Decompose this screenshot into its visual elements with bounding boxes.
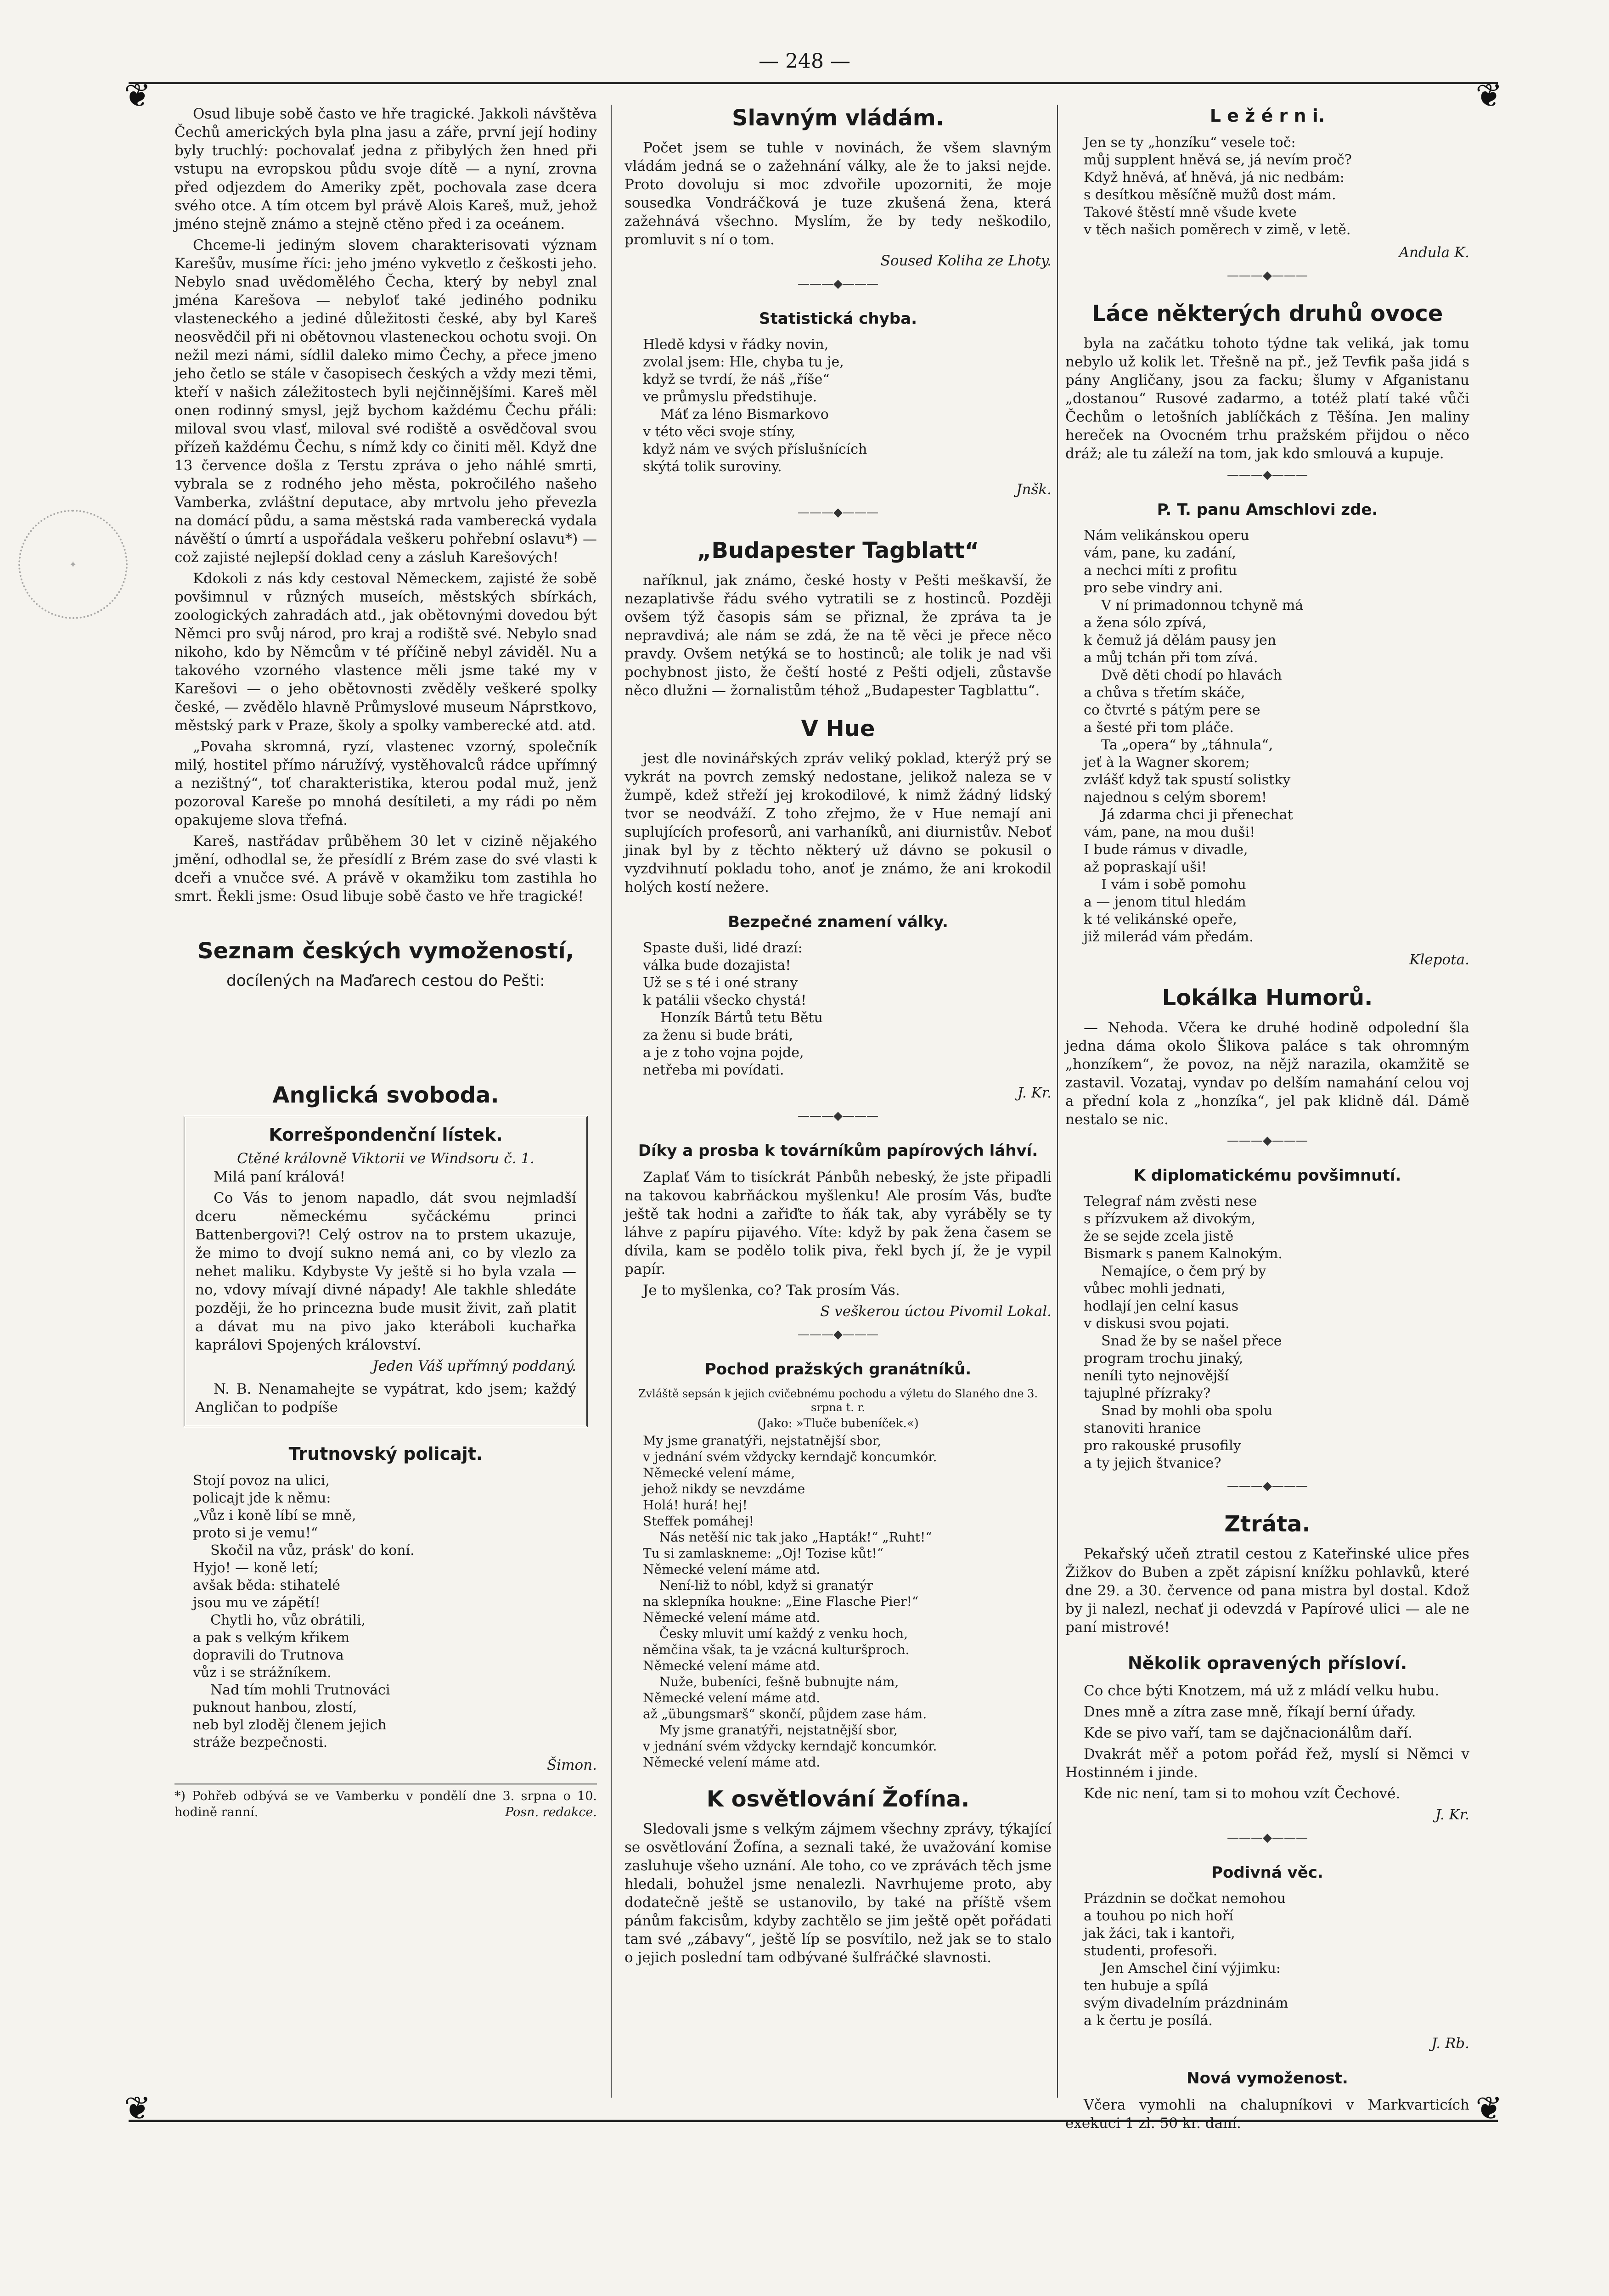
lez-poem: Jen se ty „honzíku“ vesele toč: můj supplent hněvá se, já nevím proč? Když hněvá, ať hněvá, já nic nedbám: s desítkou měsíčně mužů dost mám. Takové štěstí mně všude kvete v těch našich poměrech v zimě, v letě. [1084, 135, 1352, 238]
column-rule [1057, 105, 1058, 2098]
stat-signature: Jnšk. [1016, 481, 1052, 498]
trutnov-title: Trutnovský policajt. [288, 1444, 483, 1464]
postcard-title: Korrešpondenční lístek. [269, 1125, 503, 1145]
column-rule [611, 105, 612, 2098]
trutnov-signature: Šimon. [546, 1757, 597, 1773]
podivna-title: Podivná věc. [1211, 1863, 1323, 1882]
seznam-subtitle: docílených na Maďarech cestou do Pešti: [226, 972, 545, 990]
article-paragraph: Osud libuje sobě často ve hře tragické. Jakkoli návštěva Čechů amerických byla plna jasu a záře, první její hodiny byly truchlý: pochovalať jedna z přibylých žen hned při vstupu na evropskou půdu svoje dítě — a nyní, zrovna před odjezdem do Ameriky zpět, pochovala zase dcera svého otce. A tím otcem byl právě Alois Kareš, muž, jehož jméno stejně známo a stejně ctěno před i za oceánem. [174, 106, 597, 232]
anglicka-title: Anglická svoboda. [272, 1082, 499, 1108]
bezpecne-signature: J. Kr. [1017, 1085, 1052, 1101]
diky-question: Je to myšlenka, co? Tak prosím Vás. [643, 1282, 900, 1299]
divider: ———◆——— [1227, 468, 1308, 482]
divider: ———◆——— [798, 1109, 878, 1123]
corner-ornament-icon: ❦ [124, 77, 151, 114]
nova-body: Včera vymohli na chalupníkovi v Markvarticích exekuci 1 zl. 50 kr. daní. [1065, 2097, 1469, 2132]
footnote-text: *) Pohřeb odbývá se ve Vamberku v pondělí dne 3. srpna o 10. hodině ranní. [174, 1789, 597, 1819]
budapester-body: naříknul, jak známo, české hosty v Pešti meškavší, že nezaplativše řádu svého vytratili se z hostinců. Později ovšem týž časopis sám se přiznal, že zpráva ta je nepravdivá; ale nám se zdá, že na tě věci je přece něco pravdy. Ovšem netýká se to hostinců; ale tolik je nad vši pochybnost jisto, že čeští hosté z Pešti odjeli, zůstavše něco dlužni — žornalistům téhož „Budapester Tagblattu“. [624, 572, 1052, 699]
pt-poem: Nám velikánskou operu vám, pane, ku zadání, a nechci míti z profitu pro sebe vindry ani. V ní primadonnou tchyně má a žena sólo zpívá, k čemuž já dělám pausy jen a můj tchán při tom zívá. Dvě děti chodí po hlavách a chůva s třetím skáče, co čtvrté s pátým pere se a šesté při tom pláče. Ta „opera“ by „táhnula“, jeť à la Wagner skorem; zvlášť když tak spustí solistky najednou s celým sborem! Já zdarma chci ji přenechat vám, pane, na mou duši! I bude rámus v divadle, až popraskají uši! I vám i sobě pomohu a — jenom titul hledám k té velikánské opeře, již milerád vám předám. [1084, 528, 1304, 945]
dipl-title: K diplomatickému povšimnutí. [1133, 1166, 1401, 1185]
pochod-poem: My jsme granatýři, nejstatnější sbor, v jednání svém vždycky kerndajč koncumkór. Německé velení máme, jehož nikdy se nevzdáme Holá! hurá! hej! Steffek pomáhej! Nás netěší nic tak jako „Hapták!“ „Ruht!“ Tu si zamlaskneme: „Oj! Tozise kůt!“ Německé velení máme atd. Není-liž to nóbl, když si granatýr na sklepníka houkne: „Eine Flasche Pier!“ Německé velení máme atd. Česky mluvit umí každý z venku hoch, němčina však, ta je vzácná kulturšproch. Německé velení máme atd. Nuže, bubeníci, fešně bubnujte nám, Německé velení máme atd. až „übungsmarš“ skončí, půjdem zase hám. My jsme granatýři, nejstatnější sbor, v jednání svém vždycky kerndajč koncumkór. Německé velení máme atd. [643, 1433, 937, 1770]
stat-title: Statistická chyba. [759, 310, 917, 328]
column-1 [174, 105, 597, 2098]
bezpecne-title: Bezpečné znamení války. [728, 913, 948, 931]
nova-title: Nová vymoženost. [1187, 2069, 1348, 2088]
podivna-poem: Prázdnin se dočkat nemohou a touhou po nich hoří jak žáci, tak i kantoři, studenti, profesoři. Jen Amschel činí výjimku: ten hubuje a spílá svým divadelním prázdninám a k čertu je posílá. [1084, 1891, 1288, 2029]
corner-ornament-icon: ❦ [1475, 77, 1502, 114]
stat-poem: Hledě kdysi v řádky novin, zvolal jsem: Hle, chyba tu je, když se tvrdí, že náš „říše“ ve průmyslu předstihuje. Máť za léno Bismarkovo v této věci svoje stíny, když nám ve svých příslušnících skýtá tolik suroviny. [643, 337, 867, 475]
divider: ———◆——— [798, 1328, 878, 1341]
divider: ———◆——— [798, 277, 878, 291]
postcard-nb: N. B. Nenamahejte se vypátrat, kdo jsem; každý Angličan to podpíše [195, 1381, 576, 1416]
ztrata-body: Pekařský učeň ztratil cestou z Kateřinské ulice přes Žižkov do Buben a zpět zápisní knížku pohlavků, které dne 29. a 30. července od pana mistra byl dostal. Kdož by ji nalezl, nechať ji odevzdá v Papírové ulici — ale ne paní mistrové! [1065, 1546, 1469, 1636]
footnote [174, 1784, 597, 1820]
footnote-signature: Posn. redakce. [505, 1805, 597, 1819]
proverb: Kde se pivo vaří, tam se dajčnacionálům daří. [1084, 1725, 1413, 1741]
slavnym-signature: Soused Koliha ze Lhoty. [880, 253, 1052, 269]
pochod-subtitle: Zvláště sepsán k jejich cvičebnému pochodu a výletu do Slaného dne 3. srpna t. r. [638, 1387, 1038, 1414]
proverb: Kde nic není, tam si to mohou vzít Čechové. [1084, 1785, 1401, 1802]
divider: ———◆——— [1227, 269, 1308, 282]
lez-signature: Andula K. [1399, 244, 1469, 261]
pochod-tune: (Jako: »Tluče bubeníček.«) [757, 1417, 919, 1430]
diky-signature: S veškerou úctou Pivomil Lokal. [820, 1303, 1052, 1320]
zofin-body: Sledovali jsme s velkým zájmem všechny zprávy, týkající se osvětlování Žofína, a seznali také, že uvažování komise zasluhuje všeho uznání. Ale toho, co ve zprávách těch jsme hledali, bohužel jsme nenalezli. Navrhujeme proto, aby dodatečně ještě se ustanovilo, by také na příště všem pánům fakcisům, kdyby zachtělo se jim ještě opět pořádati tam své „zábavy“, ještě líp se posvítilo, než jak se to stalo o jejich poslední tam odbývané šulfráčké slavnosti. [624, 1821, 1052, 1966]
postcard-greeting: Milá paní králová! [214, 1169, 346, 1185]
corner-ornament-icon: ❦ [1475, 2089, 1502, 2127]
vhue-title: V Hue [801, 716, 875, 742]
postcard-address: Ctěné královně Viktorii ve Windsoru č. 1. [237, 1150, 534, 1167]
divider: ———◆——— [1227, 1831, 1308, 1845]
lez-title: L e ž é r n i. [1210, 106, 1325, 126]
bezpecne-poem: Spaste duši, lidé drazí: válka bude dozajista! Už se s té i oné strany k patálii všecko chystá! Honzík Bártů tetu Bětu za ženu si bude bráti, a je z toho vojna pojde, netřeba mi povídati. [643, 940, 823, 1078]
lokalka-title: Lokálka Humorů. [1162, 985, 1373, 1011]
article-paragraph: Chceme-li jediným slovem charakterisovati význam Karešův, musíme říci: jeho jméno vykvetlo z češkosti jeho. Nebylo snad uvědomělého Čecha, který by nebyl znal jména Karešova — nebyloť také jediného podniku vlasteneckého a jediné důležitosti české, aby byl Kareš neosvědčil při ni obětovnou vlasteneckou ochotu svoji. On nežil mezi námi, sídlil daleko mimo Čechy, a přece jmeno jeho četlo se stále v časopisech českých a vždy mezi těmi, kteří v našich záležitostech byli nejčinnějšími. Kareš měl onen rodinný smysl, jejž bychom každému Čechu přáli: miloval svou vlasť, miloval své rodiště a osvědčoval svou přízeň každému Čechu, s nímž kdy co činiti měl. Když dne 13 července došla z Terstu zpráva o jeho náhlé smrti, vybrala se z rodného jeho města, pokročilého našeho Vamberka, zvláštní deputace, aby mrtvolu jeho převezla na domácí půdu, a sama městská rada vamberecká vydala návěští o úmrtí a uspořádala veškeru pohřební oslavu*) — což zajisté nejlepší doklad ceny a zásluh Karešových! [174, 237, 597, 566]
proverb: Co chce býti Knotzem, má už z mládí velku hubu. [1084, 1683, 1440, 1699]
postcard-signature: Jeden Váš upřímný poddaný. [372, 1358, 576, 1374]
proverb: Dnes mně a zítra zase mně, říkají berní úřady. [1084, 1704, 1416, 1720]
column-2 [624, 105, 1052, 2098]
vhue-body: jest dle novinářských zpráv veliký poklad, kterýž prý se vykrát na povrch zemský nedostane, jelikož naleza se v žumpě, kdež střeží jej krokodilové, k nimž žádný lidský tvor se neodváží. Z toho zřejmo, že v Hue nemají ani suplujících profesorů, ani varhaníků, ani diurnistův. Neboť jinak byl by z těchto některý už dávno se pokusil o vyzdvihnutí pokladu toho, anoť je známo, že ani krokodil holých kostí nežere. [624, 750, 1052, 895]
zofin-title: K osvětlování Žofína. [706, 1786, 970, 1812]
ztrata-title: Ztráta. [1224, 1511, 1311, 1537]
library-stamp: ✦ [18, 510, 128, 619]
dipl-poem: Telegraf nám zvěsti nese s přízvukem až divokým, že se sejde zcela jistě Bismark s panem Kalnokým. Nemajíce, o čem prý by vůbec mohli jednati, hodlají jen celní kasus v diskusi svou pojati. Snad že by se našel přece program trochu jinaký, neníli tyto nejnovější tajuplné přízraky? Snad by mohli oba spolu stanoviti hranice pro rakouské prusofily a ty jejich štvanice? [1084, 1193, 1283, 1471]
divider: ———◆——— [1227, 1134, 1308, 1148]
postcard-box [184, 1116, 588, 1427]
lace-title: Láce některých druhů ovoce [1091, 301, 1443, 326]
divider: ———◆——— [1227, 1479, 1308, 1493]
pochod-title: Pochod pražských granátníků. [704, 1360, 972, 1379]
proverb: Dvakrát měř a potom pořád řež, myslí si Němci v Hostinném i jinde. [1065, 1746, 1469, 1781]
corner-ornament-icon: ❦ [124, 2089, 151, 2127]
slavnym-title: Slavným vládám. [731, 105, 945, 131]
lokalka-body: — Nehoda. Včera ke druhé hodině odpolední šla jedna dáma okolo Šlikova paláce s tak ohromným „honzíkem“, že povoz, na nějž narazila, okamžitě se zastavil. Vozataj, vyndav po delším namahání celou voj a přední kola z „honzíka“, jel pak klidně dál. Dámě nestalo se nic. [1065, 1019, 1469, 1128]
article-paragraph: „Povaha skromná, ryzí, vlastenec vzorný, společník milý, hostitel přímo náružívý, vystěhovalců rádce upřímný a nezištný“, toť charakteristika, kterou podal muž, jenž pozoroval Kareše po mnohá desítileti, a my rádi po něm opakujeme slova třefná. [174, 738, 597, 828]
budapester-title: „Budapester Tagblatt“ [697, 538, 979, 563]
postcard-body: Co Vás to jenom napadlo, dát svou nejmladší dceru německému syčáckému princi Battenbergovi?! Celý ostrov na to prstem ukazuje, že mimo to dvojí sukno nemá ani, co by vlezlo za nehet maliku. Kdybyste Vy ještě si ho byla vzala — no, vdovy mívají divné nápady! Ale takhle shledáte později, že ho princezna bude musit živit, zaň platit a dávat mu na pivo jako kteráboli kuchařka kaprálovi Spojených království. [195, 1190, 576, 1353]
article-paragraph: Kareš, nastřádav průběhem 30 let v cizině nějakého jmění, odhodlal se, že přesídlí z Brém zase do své vlasti k dceři a vnučce své. A právě v okamžiku tom zastihla ho smrt. Řekli jsme: Osud libuje sobě často ve hře tragické! [174, 833, 597, 905]
trutnov-poem: Stojí povoz na ulici, policajt jde k němu: „Vůz i koně líbí se mně, proto si je vemu!“ Skočil na vůz, prásk' do koní. Hyjo! — koně letí; avšak běda: stihatelé jsou mu ve zápětí! Chytli ho, vůz obrátili, a pak s velkým křikem dopravili do Trutnova vůz i se strážníkem. Nad tím mohli Trutnováci puknout hanbou, zlostí, neb byl zloděj členem jejich stráže bezpečnosti. [193, 1473, 415, 1750]
slavnym-body: Počet jsem se tuhle v novinách, že všem slavným vládám jedná se o zažehnání války, ale že to jaksi nejde. Proto dovoluju si moc zdvořile upozorniti, že moje sousedka Vondráčková je tuze zkušená žena, která zažehnává všechno. Myslím, že by tedy neškodilo, promluvit s ní o tom. [624, 140, 1052, 248]
podivna-signature: J. Rb. [1431, 2035, 1469, 2052]
page-number: — 248 — [759, 50, 850, 73]
diky-body: Zaplať Vám to tisíckrát Pánbůh nebeský, že jste připadli na takovou kabrňáckou myšlenku! Ale prosím Vás, buďte ještě tak hodni a zařiďte to ňák tak, aby vyráběly se ty láhve z papíru pijavého. Víte: když by pak žena časem se dívila, kam se podělo tolik piva, řekl bych jí, že je vypil papír. [624, 1169, 1052, 1277]
nekolik-title: Několik opravených přísloví. [1127, 1653, 1407, 1673]
diky-title: Díky a prosba k továrníkům papírových láhví. [638, 1142, 1038, 1160]
pt-signature: Klepota. [1409, 951, 1469, 968]
divider: ———◆——— [798, 506, 878, 519]
column-3 [1065, 105, 1469, 2132]
article-paragraph: Kdokoli z nás kdy cestoval Německem, zajisté že sobě povšimnul v různých museích, městských sbírkách, zoologických zahradách atd., jak obětovnými dovedou být Němci pro svůj národ, pro kraj a rodiště své. Nebylo snad nikoho, kdo by Němcům v té příčině nebyl záviděl. Nu a takového vzorného vlastence měli jsme také my v Karešovi — o jeho obětovnosti zvěděly veškeré spolky české, — zvědělo hlavně Průmyslové museum Náprstkovo, městský park v Praze, školy a spolky vamberecké atd. atd. [174, 570, 597, 734]
lace-body: byla na začátku tohoto týdne tak veliká, jak tomu nebylo už kolik let. Třešně na př., jež Tevfik paša jidá s pány Angličany, jsou za facku; šlumy v Afganistanu „dostanou“ Rusové zadarmo, a totéž platí také vůči Čechům o letošních jablíčkách z Těšína. Jen maliny hereček na Ovocném trhu pražském přijdou o něco dráž; ale tu záleží na tom, jak kdo smlouvá a kupuje. [1065, 335, 1469, 462]
nekolik-signature: J. Kr. [1435, 1806, 1469, 1823]
pt-title: P. T. panu Amschlovi zde. [1157, 501, 1378, 519]
seznam-title: Seznam českých vymožeností, [197, 938, 574, 964]
